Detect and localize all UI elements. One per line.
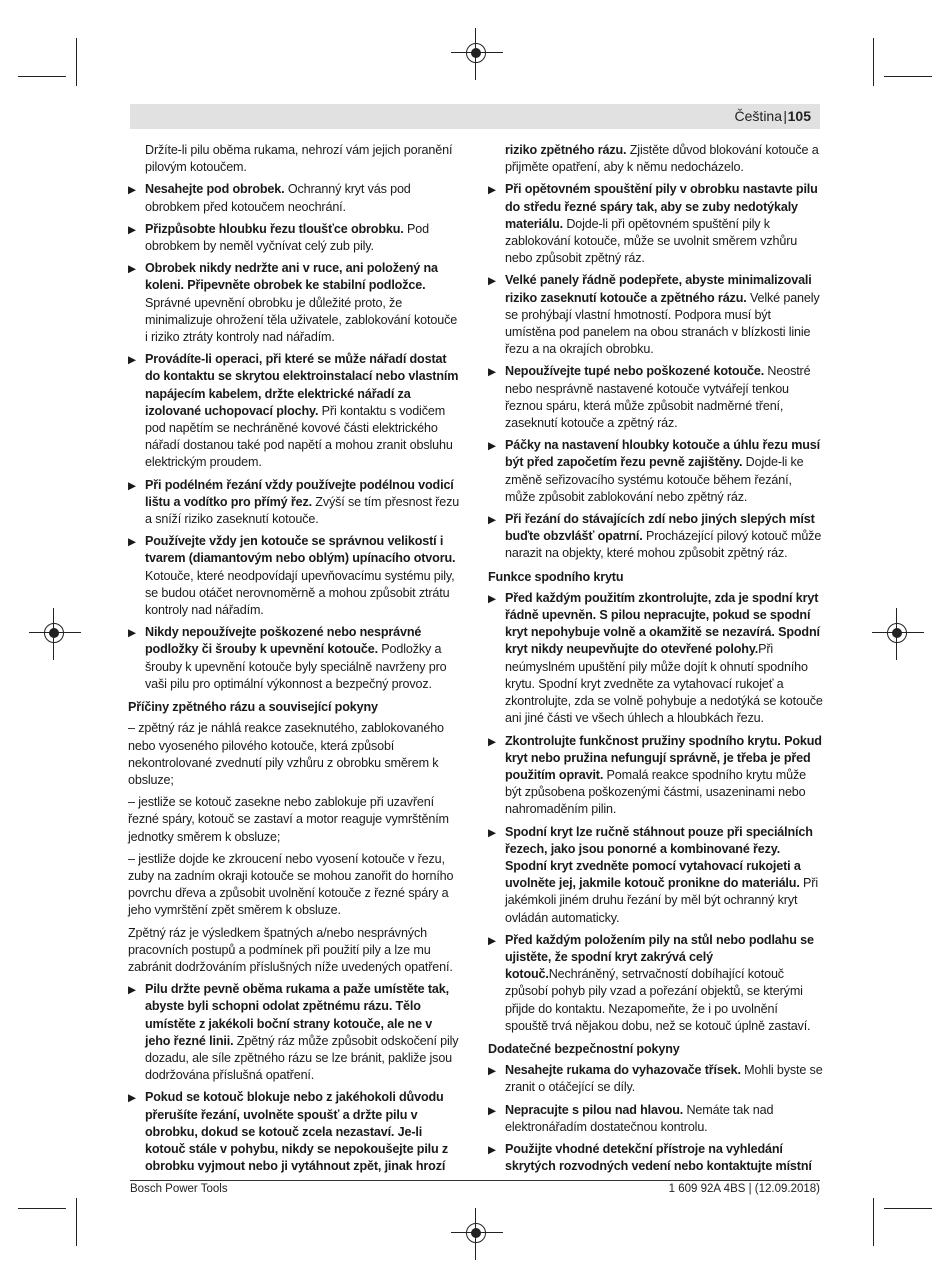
registration-mark-right: [887, 623, 907, 643]
crop-mark-tr-v: [873, 38, 874, 86]
list-item: ▶ Spodní kryt lze ručně stáhnout pouze při speciálních řezech, jako jsou ponorné a kombinované řezy. Spodní kryt zvedněte pomocí vytahovací rukojeti a uvolněte jej, jakmile kotouč pronikne do materiálu. Při jakémkoli jiném druhu řezání by měl být ochranný kryt ovládán automaticky.: [488, 824, 818, 925]
list-item: ▶ Přizpůsobte hloubku řezu tloušťce obrobku. Pod obrobkem by neměl vyčnívat celý zub pily.: [128, 221, 429, 254]
footer-rule: [130, 1180, 820, 1181]
list-item: ▶ Nikdy nepoužívejte poškozené nebo nesprávné podložky či šrouby k upevnění kotouče. Podložky a šrouby k upevnění kotouče byly speciálně navrženy pro vaši pilu pro optimální výkonnost a bezpečný provoz.: [128, 625, 447, 691]
registration-mark-left: [44, 623, 64, 643]
list-item: ▶ Použijte vhodné detekční přístroje na vyhledání skrytých rozvodných vedení nebo kontaktujte místní: [488, 1141, 812, 1174]
list-item: ▶ Obrobek nikdy nedržte ani v ruce, ani položený na koleni. Připevněte obrobek ke stabilní podložce. Správné upevnění obrobku je důležité proto, že minimalizuje ohrožení těla uživatele, zablokování kotouče i riziko ztráty kontroly nad nářadím.: [128, 261, 458, 345]
section-heading-lower-guard: Funkce spodního krytu: [488, 569, 624, 584]
crop-mark-br-h: [884, 1208, 932, 1209]
list-item: ▶ Nepracujte s pilou nad hlavou. Nemáte tak nad elektronářadím dostatečnou kontrolu.: [488, 1102, 774, 1134]
continuation-paragraph: riziko zpětného rázu. Zjistěte důvod blokování kotouče a přijměte opatření, aby k němu nedocházelo.: [505, 143, 819, 175]
list-item: ▶ Nepoužívejte tupé nebo poškozené kotouče. Neostré nebo nesprávně nastavené kotouče vytvářejí tenkou řeznou spáru, která může způsobit nadměrné tření, zaseknutí kotouče a zpětný ráz.: [488, 364, 811, 431]
crop-mark-tr-h: [884, 76, 932, 77]
body-paragraph: Zpětný ráz je výsledkem špatných a/nebo nesprávných pracovních postupů a podmínek při použití pily a lze mu zabránit dodržováním příslušných níže uvedených opatření.: [128, 925, 453, 974]
footer-doc-code: 1 609 92A 4BS | (12.09.2018): [668, 1183, 820, 1195]
registration-mark-top: [466, 43, 486, 63]
list-item: ▶ Pilu držte pevně oběma rukama a paže umístěte tak, abyste byli schopni odolat zpětnému rázu. Tělo umístěte z jakékoli boční strany kotouče, ale ne v jeho řezné linii. Zpětný ráz může způsobit odskočení pily dozadu, ale síle zpětného rázu se lze bránit, pakliže jsou dodržována příslušná opatření.: [128, 982, 459, 1083]
list-item: ▶ Při podélném řezání vždy používejte podélnou vodicí lištu a vodítko pro přímý řez. Zvýší se tím přesnost řezu a sníží riziko zaseknutí kotouče.: [128, 477, 460, 527]
crop-mark-br-v: [873, 1198, 874, 1246]
section-heading-kickback: Příčiny zpětného rázu a související pokyny: [128, 700, 378, 715]
section-heading-additional-safety: Dodatečné bezpečnostní pokyny: [488, 1041, 680, 1056]
dash-paragraph: – jestliže dojde ke zkroucení nebo vyosení kotouče v řezu, zuby na zadním okraji kotouče se mohou zanořit do horního povrchu dřeva a způsobit uvolnění kotouče z řezné spáry a jeho vymrštění zpět směrem k obsluze.: [128, 851, 454, 918]
list-item: ▶ Velké panely řádně podepřete, abyste minimalizovali riziko zaseknutí kotouče a zpětného rázu. Velké panely se prohýbají vlastní hmotností. Podpora musí být umístěna pod panelem na obou stranách v blízkosti linie řezu a na okrajích obrobku.: [488, 273, 820, 357]
list-item: ▶ Používejte vždy jen kotouče se správnou velikostí i tvarem (diamantovým nebo oblým) upínacího otvoru. Kotouče, které neodpovídají upevňovacímu systému pily, se budou otáčet nerovnoměrně a mohou způsobit ztrátu kontroly nad nářadím.: [128, 534, 456, 618]
list-item: ▶ Při řezání do stávajících zdí nebo jiných slepých míst buďte obzvlášť opatrní. Procházející pilový kotouč může narazit na objekty, které mohou způsobit zpětný ráz.: [488, 512, 822, 561]
list-item: ▶ Pokud se kotouč blokuje nebo z jakéhokoli důvodu přerušíte řezání, uvolněte spoušť a držte pilu v obrobku, dokud se kotouč zcela nezastaví. Je-li kotouč stále v pohybu, nikdy se nepokoušejte pilu z obrobku vyjmout nebo ji vytáhnout zpět, jinak hrozí: [128, 1090, 449, 1174]
list-item: ▶ Nesahejte pod obrobek. Ochranný kryt vás pod obrobkem před kotoučem neochrání.: [128, 182, 411, 214]
crop-mark-tl-v: [76, 38, 77, 86]
right-column: [488, 142, 823, 1180]
list-item: ▶ Provádíte-li operaci, při které se může nářadí dostat do kontaktu se skrytou elektroinstalací nebo vlastním napájecím kabelem, držte elektrické nářadí za izolované uchopovací plochy. Při kontaktu s vodičem pod napětím se nechráněné kovové části elektrického nářadí dostanou také pod napětí a mohou zranit obsluhu elektrickým proudem.: [128, 352, 459, 470]
list-item: ▶ Páčky na nastavení hloubky kotouče a úhlu řezu musí být před započetím řezu pevně zajištěny. Dojde-li ke změně seřizovacího systému kotouče během řezání, může způsobit zablokování nebo zpětný ráz.: [488, 438, 820, 504]
list-item: ▶ Nesahejte rukama do vyhazovače třísek. Mohli byste se zranit o otáčející se díly.: [488, 1063, 823, 1095]
crop-mark-bl-v: [76, 1198, 77, 1246]
header-language: Čeština: [734, 108, 782, 124]
list-item: ▶ Před každým položením pily na stůl nebo podlahu se ujistěte, že spodní kryt zakrývá celý kotouč.Nechráněný, setrvačností dobíhající kotouč způsobí pohyb pily vzad a pořezání objektů, se kterými přijde do kontaktu. Nezapomeňte, že i po uvolnění spouště trvá nějakou dobu, než se kotouč úplně zastaví.: [488, 932, 814, 1033]
footer-brand: Bosch Power Tools: [130, 1183, 228, 1195]
dash-paragraph: – jestliže se kotouč zasekne nebo zablokuje při uzavření řezné spáry, kotouč se zastaví a motor reaguje vymrštěním jednotky směrem k obsluze;: [128, 795, 449, 844]
list-item: ▶ Zkontrolujte funkčnost pružiny spodního krytu. Pokud kryt nebo pružina nefungují správně, je třeba je před použitím opravit. Pomalá reakce spodního krytu může být způsobena poškozenými částmi, usazeninami nebo nahromaděním pilin.: [488, 733, 822, 817]
list-item: ▶ Před každým použitím zkontrolujte, zda je spodní kryt řádně upevněn. S pilou nepracujte, pokud se spodní kryt nepohybuje volně a okamžitě se nezavírá. Spodní kryt nikdy neupevňujte do otevřené polohy.Při neúmyslném upuštění pily může dojít k ohnutí spodního krytu. Spodní kryt zvedněte za vytahovací rukojeť a zkontrolujte, zda se volně pohybuje a nedotýká se kotouče ani jiné části ve všech úhlech a hloubkách řezu.: [488, 590, 823, 726]
crop-mark-bl-h: [18, 1208, 66, 1209]
dash-paragraph: – zpětný ráz je náhlá reakce zaseknutého, zablokovaného nebo vyoseného pilového kotouče, která způsobí nekontrolované zvednutí pily vzhůru z obrobku směrem k obsluze;: [128, 721, 444, 787]
page-header: [130, 104, 820, 129]
page-number: 105: [787, 108, 811, 124]
crop-mark-tl-h: [18, 76, 66, 77]
list-item: ▶ Při opětovném spouštění pily v obrobku nastavte pilu do středu řezné spáry tak, aby se zuby nedotýkaly materiálu. Dojde-li při opětovném spuštění pily k zablokování kotouče, může se uvolnit směrem vzhůru nebo způsobit zpětný ráz.: [488, 182, 818, 266]
registration-mark-bottom: [466, 1223, 486, 1243]
header-separator: |: [783, 108, 787, 124]
intro-paragraph: Držíte-li pilu oběma rukama, nehrozí vám jejich poranění pilovým kotoučem.: [145, 143, 453, 175]
left-column: [128, 142, 460, 1180]
